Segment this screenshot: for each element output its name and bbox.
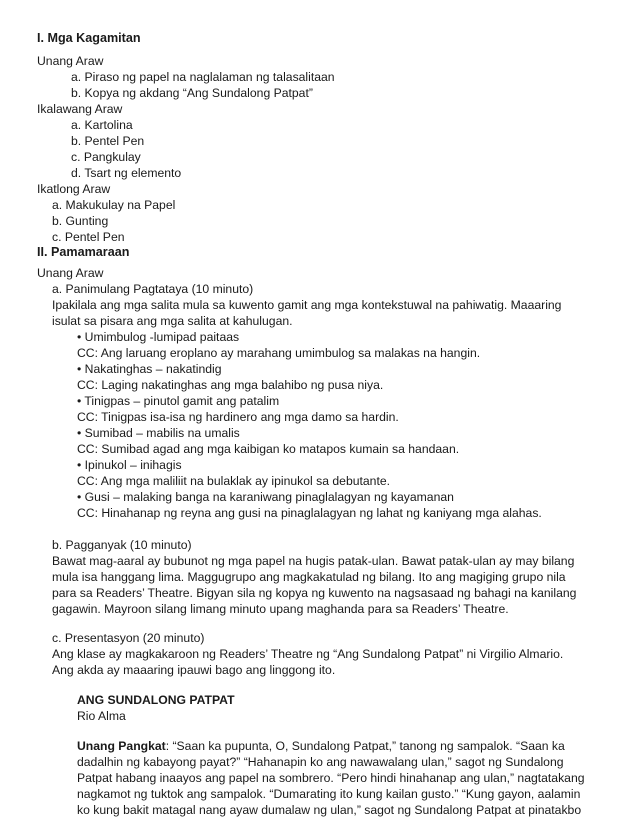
vocab-line: • Tinigpas – pinutol gamit ang patalim (77, 394, 280, 408)
story-line-text: : “Saan ka pupunta, O, Sundalong Patpat,” tanong ng sampalok. “Saan ka (165, 739, 565, 753)
vocab-line: CC: Ang mga maliliit na bulaklak ay ipinukol sa debutante. (77, 474, 390, 488)
list-item: d. Tsart ng elemento (71, 166, 182, 180)
day-label: Unang Araw (37, 54, 104, 68)
paragraph-line: isulat sa pisara ang mga salita at kahulugan. (52, 314, 293, 328)
section-heading-kagamitan: I. Mga Kagamitan (37, 31, 141, 45)
list-item: a. Piraso ng papel na naglalaman ng talasalitaan (71, 70, 335, 84)
day-label: Ikatlong Araw (37, 182, 111, 196)
story-line (77, 738, 565, 754)
vocab-line: • Nakatinghas – nakatindig (77, 362, 222, 376)
vocab-line: • Ipinukol – inihagis (77, 458, 182, 472)
list-item: a. Kartolina (71, 118, 133, 132)
list-item: b. Kopya ng akdang “Ang Sundalong Patpat” (71, 86, 313, 100)
group-label: Unang Pangkat (77, 739, 166, 753)
section-heading-pamamaraan: II. Pamamaraan (37, 245, 130, 259)
vocab-line: • Gusi – malaking banga na karaniwang pinaglalagyan ng kayamanan (77, 490, 454, 504)
story-author: Rio Alma (77, 709, 126, 723)
day-label: Ikalawang Araw (37, 102, 123, 116)
vocab-line: CC: Laging nakatinghas ang mga balahibo ng pusa niya. (77, 378, 384, 392)
vocab-line: CC: Hinahanap ng reyna ang gusi na pinaglalagyan ng lahat ng kaniyang mga alahas. (77, 506, 542, 520)
list-item: b. Pentel Pen (71, 134, 145, 148)
paragraph-line: gagawin. Mayroon silang limang minuto upang maghanda para sa Readers’ Theatre. (52, 602, 509, 616)
story-line: Patpat habang inaayos ang papel na sombrero. “Pero hindi hinahanap ang ulan,” nagtatakang (77, 771, 585, 785)
list-item: c. Pentel Pen (52, 230, 125, 244)
story-title: ANG SUNDALONG PATPAT (77, 693, 235, 707)
list-item: a. Makukulay na Papel (52, 198, 176, 212)
story-line: nagkamot ng tuktok ang sampalok. “Dumarating ito kung kailan gusto.” “Kung gayon, aalamin (77, 787, 581, 801)
paragraph-line: Bawat mag-aaral ay bubunot ng mga papel na hugis patak-ulan. Bawat patak-ulan ay may bilang (52, 554, 575, 568)
vocab-line: CC: Ang laruang eroplano ay marahang umimbulog sa malakas na hangin. (77, 346, 481, 360)
vocab-line: CC: Sumibad agad ang mga kaibigan ko matapos kumain sa handaan. (77, 442, 460, 456)
story-line: ko kung bakit matagal nang ayaw dumalaw ng ulan,” sagot ng Sundalong Patpat at pinatakbo (77, 803, 582, 817)
vocab-line: CC: Tinigpas isa-isa ng hardinero ang mga damo sa hardin. (77, 410, 399, 424)
vocab-line: • Sumibad – mabilis na umalis (77, 426, 240, 440)
paragraph-line: Ipakilala ang mga salita mula sa kuwento gamit ang mga kontekstuwal na pahiwatig. Maaaring (52, 298, 562, 312)
subsection-title: c. Presentasyon (20 minuto) (52, 631, 205, 645)
paragraph-line: mula isa hanggang lima. Maggugrupo ang magkakatulad ng bilang. Ito ang magiging grupo nila (52, 570, 566, 584)
day-label: Unang Araw (37, 266, 104, 280)
paragraph-line: Ang klase ay magkakaroon ng Readers’ Theatre ng “Ang Sundalong Patpat” ni Virgilio Almario. (52, 647, 564, 661)
vocab-line: • Umimbulog -lumipad paitaas (77, 330, 240, 344)
paragraph-line: Ang akda ay maaaring ipauwi bago ang linggong ito. (52, 663, 336, 677)
subsection-title: b. Pagganyak (10 minuto) (52, 538, 192, 552)
list-item: c. Pangkulay (71, 150, 141, 164)
paragraph-line: para sa Readers’ Theatre. Bigyan sila ng kopya ng kuwento na nagsasaad ng bahagi na kanilang (52, 586, 577, 600)
subsection-title: a. Panimulang Pagtataya (10 minuto) (52, 282, 254, 296)
story-line: dadalhin ng kabayong payat?” “Hahanapin ko ang nawawalang ulan,” sagot ng Sundalong (77, 755, 564, 769)
list-item: b. Gunting (52, 214, 109, 228)
